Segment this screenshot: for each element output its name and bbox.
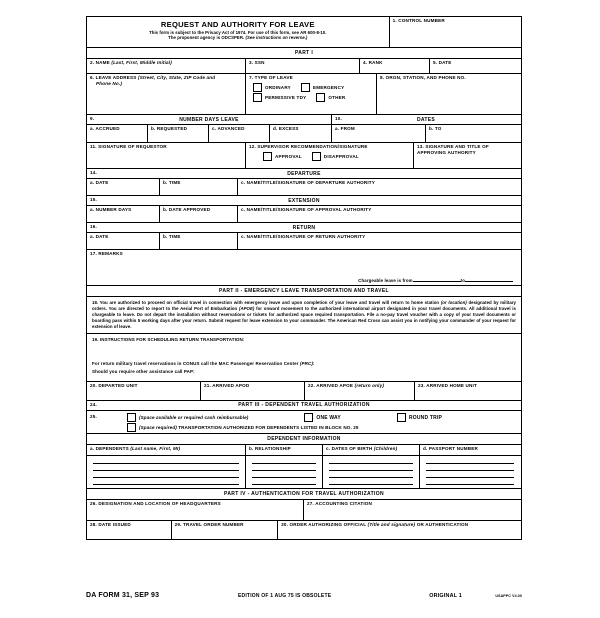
instructions-19-label: 19. INSTRUCTIONS FOR SCHEDULING RETURN TRANSPORTATION: [92, 337, 245, 343]
field-extension-days[interactable] [87, 206, 160, 222]
advanced-label: c. ADVANCED [212, 126, 245, 131]
extension-days-label: a. NUMBER DAYS [90, 207, 132, 212]
authorization-paragraph: 18. You are authorized to proceed on official travel in connection with emergency leave and upon completion of your leave and travel will return to home station (or location) designated by military orders. You are directed to report to the Aerial Port of Embarkation (APOE) for onward movement to the authorized international airport designated in your travel documents. All additional travel is chargeable to leave. Do not depart the installation without reservations or tickets for authorized space required transportation. File a no-pay travel voucher with a copy of your travel documents or boarding pass within 5 working days after your return. Submit request for leave extension to your commander. The American Red Cross can assist you in notifying your commander of your request for extension of leave. [92, 299, 516, 330]
field-rank[interactable] [360, 59, 430, 73]
departure-header [87, 169, 521, 178]
field-approving-authority[interactable] [414, 143, 520, 168]
rank-label: 4. RANK [363, 60, 383, 65]
arrived-apoe-label: 22. ARRIVED APOE (return only) [308, 383, 385, 389]
field-type-of-leave[interactable] [246, 74, 377, 114]
field-accrued[interactable] [87, 125, 148, 142]
accounting-citation-label: 27. ACCOUNTING CITATION [307, 501, 373, 507]
field-arrived-apod[interactable] [201, 382, 305, 400]
chargeable-to: to [460, 278, 465, 283]
departure-time-label: b. TIME [163, 180, 181, 185]
privacy-act-notice [87, 30, 389, 41]
field-remarks[interactable] [87, 250, 521, 285]
dependents-label: a. DEPENDENTS (Last name, First, MI) [90, 446, 181, 452]
label-permissive-tdy: PERMISSIVE TDY [265, 94, 307, 100]
accrued-label: a. ACCRUED [90, 126, 120, 131]
field-requested[interactable] [148, 125, 209, 142]
row-hq-accounting [87, 500, 521, 521]
field-extension-authority[interactable] [238, 206, 520, 222]
leave-address-label: 6. LEAVE ADDRESS (Street, City, State, ZIP Code and Phone No.) [90, 75, 216, 86]
field-departure-time[interactable] [160, 179, 238, 195]
from-label: a. FROM [335, 126, 355, 131]
extension-header [87, 196, 521, 205]
row-days-dates-fields [87, 125, 521, 143]
label-approval: APPROVAL [275, 153, 302, 159]
form-title-block [87, 17, 390, 47]
requested-label: b. REQUESTED [151, 126, 188, 131]
checkbox-approval[interactable] [263, 152, 272, 161]
checkbox-one-way[interactable] [304, 413, 313, 422]
part-2-bar [87, 286, 521, 297]
part-1-label: PART I [294, 50, 314, 56]
name-label: 2. NAME (Last, First, Middle Initial) [90, 60, 172, 65]
field-control-number[interactable] [390, 17, 521, 47]
checkbox-emergency[interactable] [301, 83, 310, 92]
row-dependent-entries [87, 456, 521, 489]
checkbox-other[interactable] [316, 93, 325, 102]
row-instructions-19 [87, 334, 521, 382]
orgn-station-label: 8. ORGN, STATION, AND PHONE NO. [380, 75, 466, 80]
extension-authority-label: c. NAME/TITLE/SIGNATURE OF APPROVAL AUTHORITY [241, 207, 372, 212]
field-ssn[interactable] [246, 59, 360, 73]
item-9-number: 9. [90, 116, 95, 121]
supervisor-label: 12. SUPERVISOR RECOMMENDATION/SIGNATURE [249, 144, 368, 149]
order-authorizing-official-label: 30. ORDER AUTHORIZING OFFICIAL (Title and signature) OR AUTHENTICATION [281, 522, 469, 528]
field-date[interactable] [430, 59, 520, 73]
field-order-authorizing-official[interactable] [278, 521, 521, 539]
row-days-dates-bar [87, 115, 521, 125]
part-3-bar [87, 401, 521, 411]
row-departure-bar [87, 169, 521, 179]
col-relationship [246, 445, 323, 455]
row-issue-order-auth [87, 521, 521, 539]
ssn-label: 3. SSN [249, 60, 265, 65]
col-passport-number [420, 445, 520, 455]
signature-requestor-label: 11. SIGNATURE OF REQUESTOR [90, 144, 167, 149]
departure-label: DEPARTURE [287, 171, 321, 177]
extension-label: EXTENSION [288, 198, 320, 204]
field-advanced[interactable] [209, 125, 270, 142]
field-extension-date-approved[interactable] [160, 206, 238, 222]
row-remarks [87, 250, 521, 286]
dependent-information-bar [87, 434, 521, 445]
part-4-bar [87, 489, 521, 500]
departure-authority-label: c. NAME/TITLE/SIGNATURE OF DEPARTURE AUTHORITY [241, 180, 376, 185]
dependent-travel-options [87, 411, 521, 433]
arrived-home-unit-label: 23. ARRIVED HOME UNIT [418, 383, 477, 389]
field-departure-date[interactable] [87, 179, 160, 195]
passport-entry-lines[interactable] [420, 456, 520, 488]
field-arrived-apoe[interactable] [305, 382, 415, 400]
remarks-label: 17. REMARKS [90, 251, 123, 256]
return-label: RETURN [292, 225, 316, 231]
checkbox-ordinary[interactable] [253, 83, 262, 92]
form-footer [86, 592, 522, 599]
field-departure-authority[interactable] [238, 179, 520, 195]
row-item-25 [87, 411, 521, 434]
dependent-information-label: DEPENDENT INFORMATION [267, 436, 341, 443]
label-round-trip: ROUND TRIP [408, 414, 443, 421]
field-departed-unit[interactable] [87, 382, 201, 400]
departed-unit-label: 20. DEPARTED UNIT [90, 383, 138, 389]
col-dependents [87, 445, 246, 455]
return-authority-label: c. NAME/TITLE/SIGNATURE OF RETURN AUTHORITY [241, 234, 366, 239]
type-of-leave-label: 7. TYPE OF LEAVE [249, 75, 293, 80]
field-date-from[interactable] [332, 125, 426, 142]
field-accounting-citation[interactable] [304, 500, 521, 520]
field-leave-address[interactable] [87, 74, 246, 114]
dates-of-birth-label: c. DATES OF BIRTH (Children) [326, 446, 398, 452]
row-extension-fields [87, 206, 521, 223]
checkbox-permissive-tdy[interactable] [253, 93, 262, 102]
copy-designation: ORIGINAL 1 [429, 593, 462, 599]
number-days-leave-label: NUMBER DAYS LEAVE [179, 117, 239, 123]
dates-label: DATES [416, 117, 436, 123]
row-departure-fields [87, 179, 521, 196]
row-paragraph-18 [87, 297, 521, 334]
checkbox-disapproval[interactable] [312, 152, 321, 161]
da-form-31 [86, 16, 522, 540]
relationship-entry-lines[interactable] [246, 456, 323, 488]
return-header [87, 223, 521, 232]
form-number: DA FORM 31, SEP 93 [86, 592, 160, 599]
dates-of-birth-entry-lines[interactable] [323, 456, 420, 488]
passport-number-label: d. PASSPORT NUMBER [423, 446, 478, 452]
label-other: OTHER [328, 94, 346, 100]
label-ordinary: ORDINARY [265, 84, 291, 90]
dependents-entry-lines[interactable] [87, 456, 246, 488]
excess-label: d. EXCESS [273, 126, 299, 131]
date-label: 5. DATE [433, 60, 452, 65]
row-extension-bar [87, 196, 521, 206]
proponent-agency: The proponent agency is ODCSPER. [168, 35, 246, 41]
page-title: REQUEST AND AUTHORITY FOR LEAVE [160, 20, 315, 29]
date-issued-label: 28. DATE ISSUED [90, 522, 131, 528]
field-signature-requestor[interactable] [87, 143, 246, 168]
row-dependent-headers [87, 445, 521, 456]
field-orgn-station-phone[interactable] [377, 74, 520, 114]
item-25-number: 25. [90, 414, 97, 420]
relationship-label: b. RELATIONSHIP [249, 446, 291, 452]
usappc-version: USAPPC V4.00 [495, 594, 522, 598]
field-name[interactable] [87, 59, 246, 73]
checkbox-round-trip[interactable] [397, 413, 406, 422]
privacy-line-1: This form is subject to the Privacy Act of 1974. For use of this form, see AR 600-8-10. [149, 30, 327, 35]
chargeable-leave-line[interactable] [87, 276, 521, 283]
item-15-number: 15. [90, 197, 97, 202]
field-headquarters[interactable] [87, 500, 304, 520]
arrived-apod-label: 21. ARRIVED APOD [204, 383, 250, 389]
field-date-issued[interactable] [87, 521, 172, 539]
row-name-ssn-rank-date [87, 59, 521, 74]
row-signatures [87, 143, 521, 169]
label-disapproval: DISAPPROVAL [323, 153, 359, 159]
part-3-header [87, 401, 521, 410]
return-date-label: a. DATE [90, 234, 109, 239]
item-10-number: 10. [335, 116, 342, 121]
field-return-date[interactable] [87, 233, 160, 249]
to-label: b. TO [429, 126, 442, 131]
pap-assistance-line: Should you require other assistance call PAP: [92, 369, 195, 375]
row-return-fields [87, 233, 521, 250]
header-row [87, 17, 521, 48]
part-1-bar [87, 48, 521, 59]
see-instructions-note: (See instructions on reverse.) [245, 35, 308, 41]
item-14-number: 14. [90, 170, 97, 175]
item-16-number: 16. [90, 224, 97, 229]
field-excess[interactable] [270, 125, 332, 142]
part-4-label: PART IV - AUTHENTICATION FOR TRAVEL AUTHORIZATION [224, 491, 384, 498]
row-return-bar [87, 223, 521, 233]
item-24-number: 24. [90, 402, 97, 408]
conus-reservations-line: For return military travel reservations in CONUS call the MAC Passenger Reservation Center (PRC): [92, 361, 315, 367]
field-return-transportation-instructions[interactable] [87, 334, 521, 381]
field-arrived-home-unit[interactable] [415, 382, 520, 400]
label-space-available: (Space available or required cash reimbursable) [139, 415, 249, 421]
headquarters-label: 26. DESIGNATION AND LOCATION OF HEADQUARTERS [90, 501, 221, 507]
part-2-label: PART II - EMERGENCY LEAVE TRANSPORTATION AND TRAVEL [219, 288, 389, 294]
field-travel-order-number[interactable] [172, 521, 279, 539]
part-3-label: PART III - DEPENDENT TRAVEL AUTHORIZATION [238, 402, 370, 409]
dates-header [332, 115, 520, 124]
col-dates-of-birth [323, 445, 420, 455]
travel-order-number-label: 29. TRAVEL ORDER NUMBER [174, 522, 244, 528]
approving-authority-label: 13. SIGNATURE AND TITLE OF APPROVING AUTHORITY [417, 144, 489, 155]
label-emergency: EMERGENCY [312, 84, 345, 90]
number-days-leave-header [87, 115, 332, 124]
checkbox-space-available[interactable] [127, 413, 136, 422]
field-date-to[interactable] [426, 125, 520, 142]
edition-note: EDITION OF 1 AUG 75 IS OBSOLETE [238, 593, 332, 599]
checkbox-space-required[interactable] [127, 423, 136, 432]
departure-date-label: a. DATE [90, 180, 109, 185]
extension-date-approved-label: b. DATE APPROVED [163, 207, 211, 212]
field-return-authority[interactable] [238, 233, 520, 249]
row-address-type-orgn [87, 74, 521, 115]
label-space-required: (Space required) TRANSPORTATION AUTHORIZED FOR DEPENDENTS LISTED IN BLOCK NO. 25 [139, 425, 359, 431]
label-one-way: ONE WAY [316, 414, 341, 421]
control-number-label: 1. CONTROL NUMBER [392, 18, 445, 23]
field-supervisor-recommendation[interactable] [246, 143, 414, 168]
return-time-label: b. TIME [163, 234, 181, 239]
field-return-time[interactable] [160, 233, 238, 249]
chargeable-prefix: Chargeable leave is from [358, 278, 413, 283]
row-arrival-departure-stamps [87, 382, 521, 401]
